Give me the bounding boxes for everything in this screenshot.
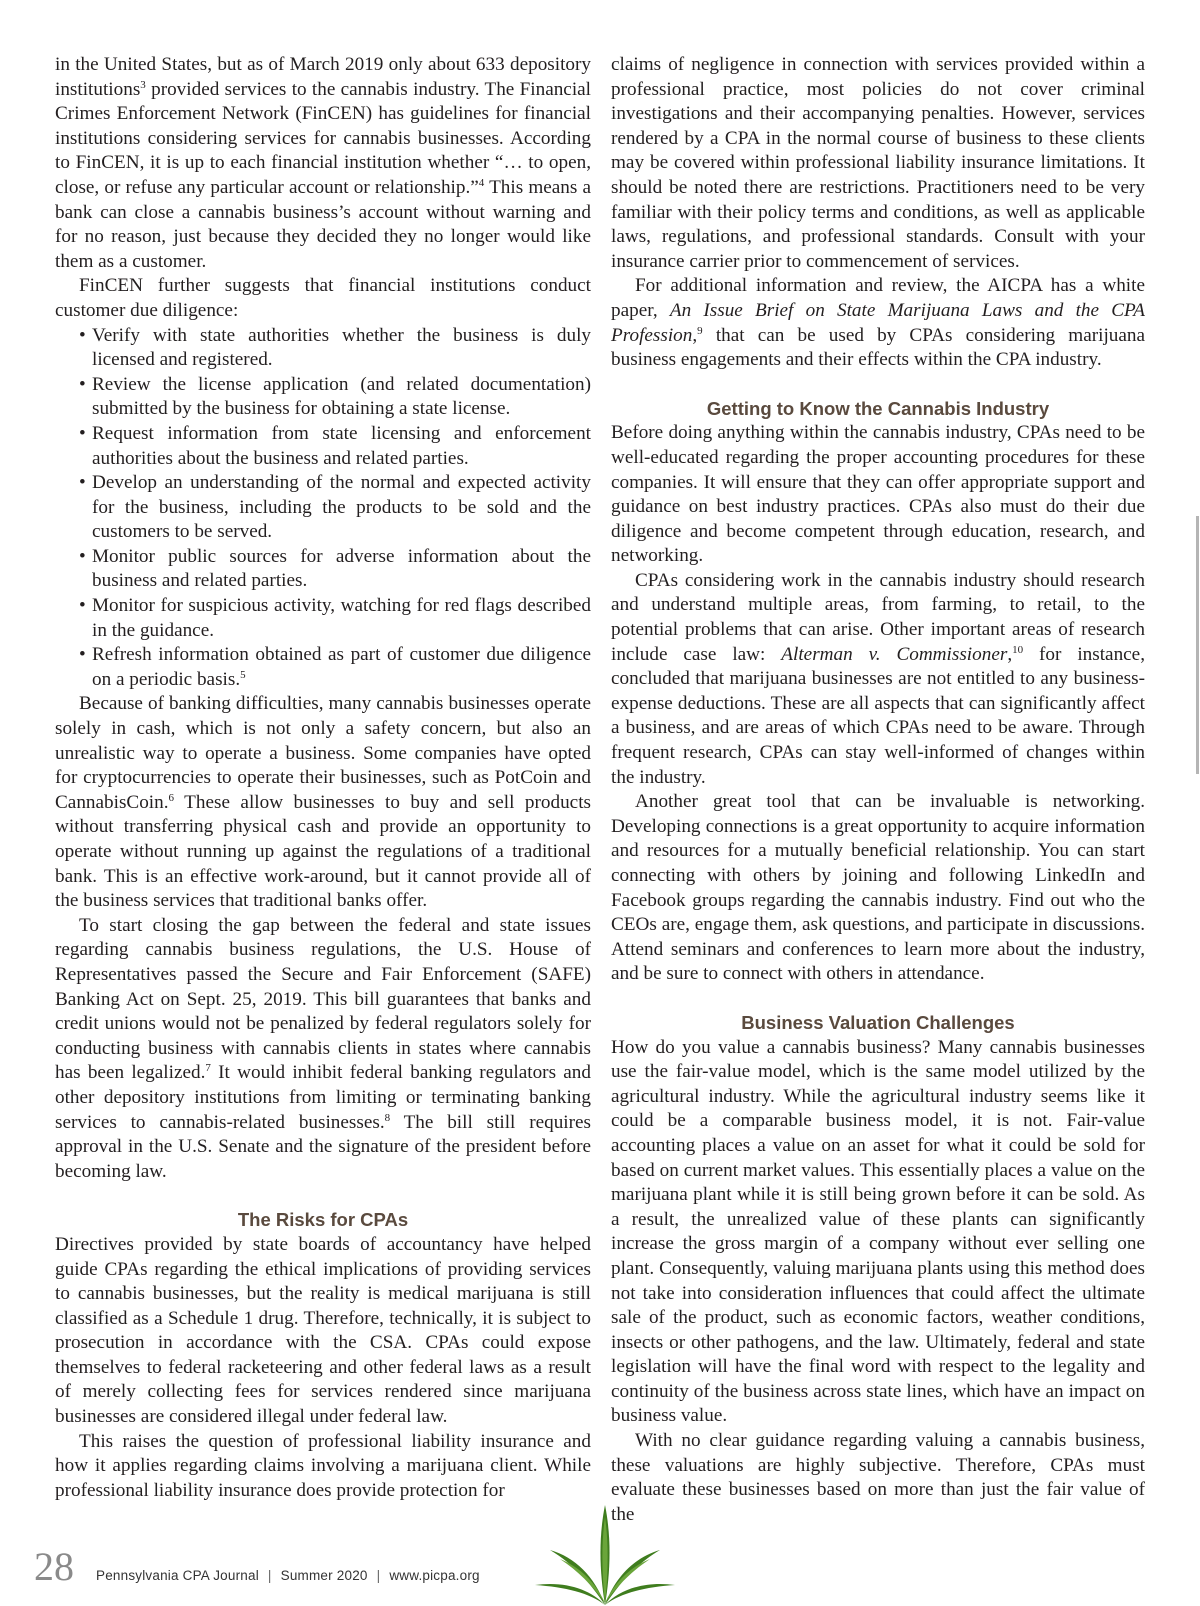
journal-name: Pennsylvania CPA Journal [96,1568,259,1583]
footnote-ref: 9 [697,324,703,337]
paragraph: in the United States, but as of March 2019 only about 633 depository institutions$^3$ provided services to the cannabis industry. The Financial Crimes Enforcement Network (FinCEN) has guidelines for financial institutions considering services for cannabis businesses. According to FinCEN, it is up to each financial institution whether “… to open, close, or refuse any particular account or relationship.”$^4$ This means a bank can close a cannabis business’s account without warning and for no reason, just because they decided they no longer would like them as a customer. [55,54,591,272]
page-edge-bar [1196,516,1199,774]
footnote-ref: 5 [240,668,246,681]
list-item: • Request information from state licensing and enforcement authorities about the business and related parties. [79,422,591,471]
website-link: www.picpa.org [389,1568,480,1583]
list-item: • Verify with state authorities whether the business is duly licensed and registered. [79,324,591,373]
paragraph: This raises the question of professional liability insurance and how it applies regarding claims involving a marijuana client. While professional liability insurance does provide protection for [55,1430,591,1501]
left-column [55,53,591,1503]
paragraph: Directives provided by state boards of accountancy have helped guide CPAs regarding the ethical implications of providing services to cannabis businesses, but the reality is medical marijuana is still classified as a Schedule 1 drug. Therefore, technically, it is subject to prosecution in accordance with the CSA. CPAs could expose themselves to federal racketeering and other federal laws as a result of merely collecting fees for services rendered since marijuana businesses are considered illegal under federal law. [55,1233,591,1428]
list-item: • Develop an understanding of the normal and expected activity for the business, including the products to be sold and the customers to be served. [79,471,591,545]
section-heading: Business Valuation Challenges [741,1011,1015,1033]
paragraph: claims of negligence in connection with services provided within a professional practice, most policies do not cover criminal investigations and their accompanying penalties. However, services rendered by a CPA in the normal course of business to these clients may be covered within professional liability insurance limitations. It should be noted there are restrictions. Practitioners need to be very familiar with their policy terms and conditions, as well as applicable laws, regulations, and professional standards. Consult with your insurance carrier prior to commencement of services. [611,54,1145,272]
right-column [611,53,1145,1527]
paragraph: For additional information and review, the AICPA has a white paper, An Issue Brief on State Marijuana Laws and the CPA Profession,$^9$ that can be used by CPAs considering marijuana business engagements and their effects within the CPA industry. [611,275,1146,371]
list-item: • Refresh information obtained as part of customer due diligence on a periodic basis.$^5$ [79,643,591,692]
footnote-ref: 7 [205,1062,211,1075]
list-item: • Review the license application (and related documentation) submitted by the business for obtaining a state license. [79,373,591,422]
paragraph: Before doing anything within the cannabis industry, CPAs need to be well-educated regarding the proper accounting procedures for these companies. It will ensure that they can offer appropriate support and guidance on best industry practices. CPAs also must do their due diligence and become competent through education, research, and networking. [611,422,1145,567]
footnote-ref: 8 [384,1111,391,1124]
footer-separator: | [267,1568,272,1583]
footnote-ref: 4 [478,176,485,189]
issue-date: Summer 2020 [280,1568,368,1583]
list-item: • Monitor for suspicious activity, watching for red flags described in the guidance. [79,594,591,643]
paragraph: How do you value a cannabis business? Many cannabis businesses use the fair-value model, which is the same model utilized by the agricultural industry. While the agricultural industry seems like it could be a comparable business model, it is not. Fair-value accounting places a value on an asset for what it could be sold for based on current market values. This essentially places a value on the marijuana plant while it is still being grown before it can be sold. As a result, the unrealized value of these plants can significantly increase the gross margin of a company without ever selling one plant. Consequently, valuing marijuana plants using this method does not take into consideration influences that could affect the ultimate sale of the product, such as economic factors, weather conditions, insects or other pathogens, and the law. Ultimately, federal and state legislation will have the final word with respect to the legality and continuity of the business across state lines, which have an impact on business value. [611,1036,1145,1427]
paragraph: FinCEN further suggests that financial institutions conduct customer due diligence: [55,275,591,321]
page-footer [34,1543,480,1589]
cannabis-leaf-icon [530,1505,680,1606]
publication-title: An Issue Brief on State Marijuana Laws and the CPA Profession [611,299,1146,346]
footer-separator: | [376,1568,381,1583]
due-diligence-list [55,324,591,693]
page-number: 28 [34,1544,74,1589]
paragraph: Because of banking difficulties, many cannabis businesses operate solely in cash, which is not only a safety concern, but also an unrealistic way to operate a business. Some companies have opted for cryptocurrencies to operate their businesses, such as PotCoin and CannabisCoin.$^6$ These allow businesses to buy and sell products without transferring physical cash and provide an opportunity to operate without running up against the regulations of a traditional bank. This is an effective work-around, but it cannot provide all of the business services that traditional banks offer. [55,693,591,912]
section-heading: The Risks for CPAs [237,1209,409,1231]
paragraph: With no clear guidance regarding valuing a cannabis business, these valuations are highly subjective. Therefore, CPAs must evaluate these businesses based on more than just the fair value of the [611,1430,1145,1525]
footnote-ref: 6 [168,791,175,804]
list-item: • Monitor public sources for adverse information about the business and related parties. [79,545,591,594]
section-heading: Getting to Know the Cannabis Industry [706,397,1050,419]
footnote-ref: 3 [140,78,146,91]
paragraph: To start closing the gap between the federal and state issues regarding cannabis business regulations, the U.S. House of Representatives passed the Secure and Fair Enforcement (SAFE) Banking Act on Sept. 25, 2019. This bill guarantees that banks and credit unions would not be penalized by federal regulators solely for conducting business with cannabis clients in states where cannabis has been legalized.$^7$ It would inhibit federal banking regulators and other depository institutions from limiting or terminating banking services to cannabis-related businesses.$^8$ The bill still requires approval in the U.S. Senate and the signature of the president before becoming law. [55,914,591,1182]
footnote-ref: 10 [1012,643,1024,656]
case-citation: Alterman v. Commissioner [781,643,1008,665]
paragraph: Another great tool that can be invaluable is networking. Developing connections is a great opportunity to acquire information and resources for a mutually beneficial relationship. You can start connecting with others by joining and following LinkedIn and Facebook groups regarding the cannabis industry. Find out who the CEOs are, engage them, ask questions, and participate in discussions. Attend seminars and conferences to learn more about the industry, and be sure to connect with others in attendance. [611,791,1145,985]
paragraph: CPAs considering work in the cannabis industry should research and understand multiple areas, from farming, to retail, to the potential problems that can arise. Other important areas of research include case law: Alterman v. Commissioner,$^{10}$ for instance, concluded that marijuana businesses are not entitled to any business-expense deductions. These are all aspects that can significantly affect a business, and are areas of which CPAs need to be aware. Through frequent research, CPAs can stay well-informed of changes within the industry. [611,569,1145,788]
